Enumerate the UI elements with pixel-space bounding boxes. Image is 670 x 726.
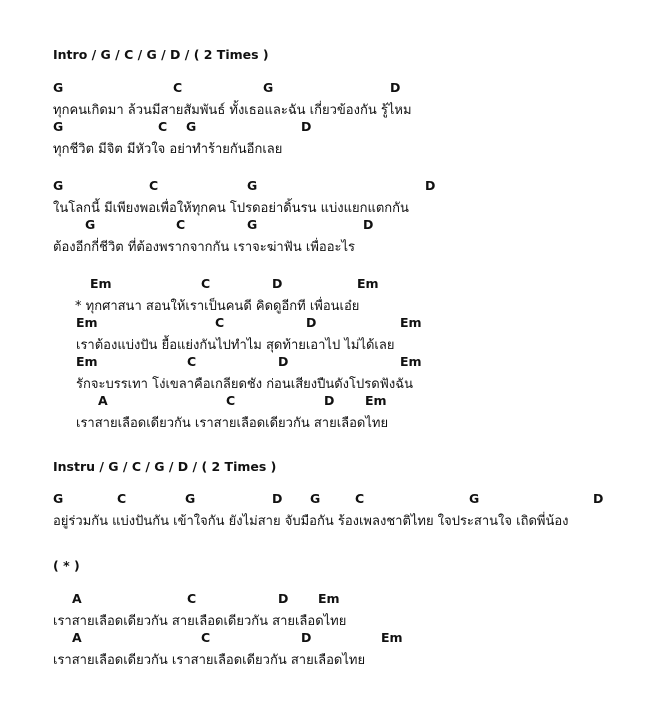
lyric-text: เราสายเลือดเดียวกัน เราสายเลือดเดียวกัน สายเลือดไทย [53,653,366,668]
chord: C [173,80,183,95]
lyric-text: รักจะบรรเทา โง่เขลาคือเกลียดชัง ก่อนเสียงปืนดังโปรดฟังฉัน [76,377,413,392]
chord: G [85,217,96,232]
chord: Em [90,276,112,291]
chord: D [301,119,312,134]
chord: G [53,119,64,134]
chord: D [390,80,401,95]
chord: D [278,591,289,606]
chord: Em [400,354,422,369]
chord: D [425,178,436,193]
chord: D [363,217,374,232]
chord: C [187,354,197,369]
lyric-text: ทุกคนเกิดมา ล้วนมีสายสัมพันธ์ ทั้งเธอและฉัน เกี่ยวข้องกัน รู้ไหม [53,103,412,118]
chord: C [149,178,159,193]
chord: D [306,315,317,330]
chord: G [263,80,274,95]
chord: G [53,80,64,95]
chord: Em [357,276,379,291]
chord: G [247,178,258,193]
chord: C [226,393,236,408]
chord: G [185,491,196,506]
lyric-text: ทุกชีวิต มีจิต มีหัวใจ อย่าทำร้ายกันอีกเลย [53,142,283,157]
lyric-text: เราต้องแบ่งปัน ยื้อแย่งกันไปทำไม สุดท้ายเอาไป ไม่ได้เลย [76,338,395,353]
chord: D [593,491,604,506]
chord: C [201,276,211,291]
chord: Em [76,315,98,330]
intro-line: Intro / G / C / G / D / ( 2 Times ) [53,47,269,62]
chord: D [272,276,283,291]
lyric-text: ในโลกนี้ มีเพียงพอเพื่อให้ทุกคน โปรดอย่าดิ้นรน แบ่งแยกแตกกัน [53,201,409,216]
lyric-text: เราสายเลือดเดียวกัน เราสายเลือดเดียวกัน สายเลือดไทย [76,416,389,431]
chord: C [187,591,197,606]
chord: Em [76,354,98,369]
chord: D [324,393,335,408]
lyric-text: อยู่ร่วมกัน แบ่งปันกัน เข้าใจกัน ยังไม่สาย จับมือกัน ร้องเพลงชาติไทย ใจประสานใจ เถิดพี่น้อง [53,514,569,529]
chord: Em [365,393,387,408]
chord: G [53,491,64,506]
chord: A [72,591,82,606]
chord: C [201,630,211,645]
lyric-text: * ทุกศาสนา สอนให้เราเป็นคนดี คิดดูอีกที เพื่อนเอ๋ย [75,299,360,314]
chord: D [278,354,289,369]
instru-line: Instru / G / C / G / D / ( 2 Times ) [53,459,277,474]
chord: C [117,491,127,506]
chord: D [272,491,283,506]
chord: A [98,393,108,408]
lyric-text: เราสายเลือดเดียวกัน สายเลือดเดียวกัน สายเลือดไทย [53,614,347,629]
chord: D [301,630,312,645]
chord: G [469,491,480,506]
chord: G [53,178,64,193]
lyric-text: ต้องอีกกี่ชีวิต ที่ต้องพรากจากกัน เราจะฆ่าฟัน เพื่ออะไร [53,240,356,255]
chord: C [176,217,186,232]
chord: Em [381,630,403,645]
chord: G [186,119,197,134]
chord: G [247,217,258,232]
chord: C [158,119,168,134]
chord: A [72,630,82,645]
chord: G [310,491,321,506]
chord: Em [318,591,340,606]
chord: C [355,491,365,506]
chord: C [215,315,225,330]
chord: Em [400,315,422,330]
repeat-marker: ( * ) [53,558,80,573]
